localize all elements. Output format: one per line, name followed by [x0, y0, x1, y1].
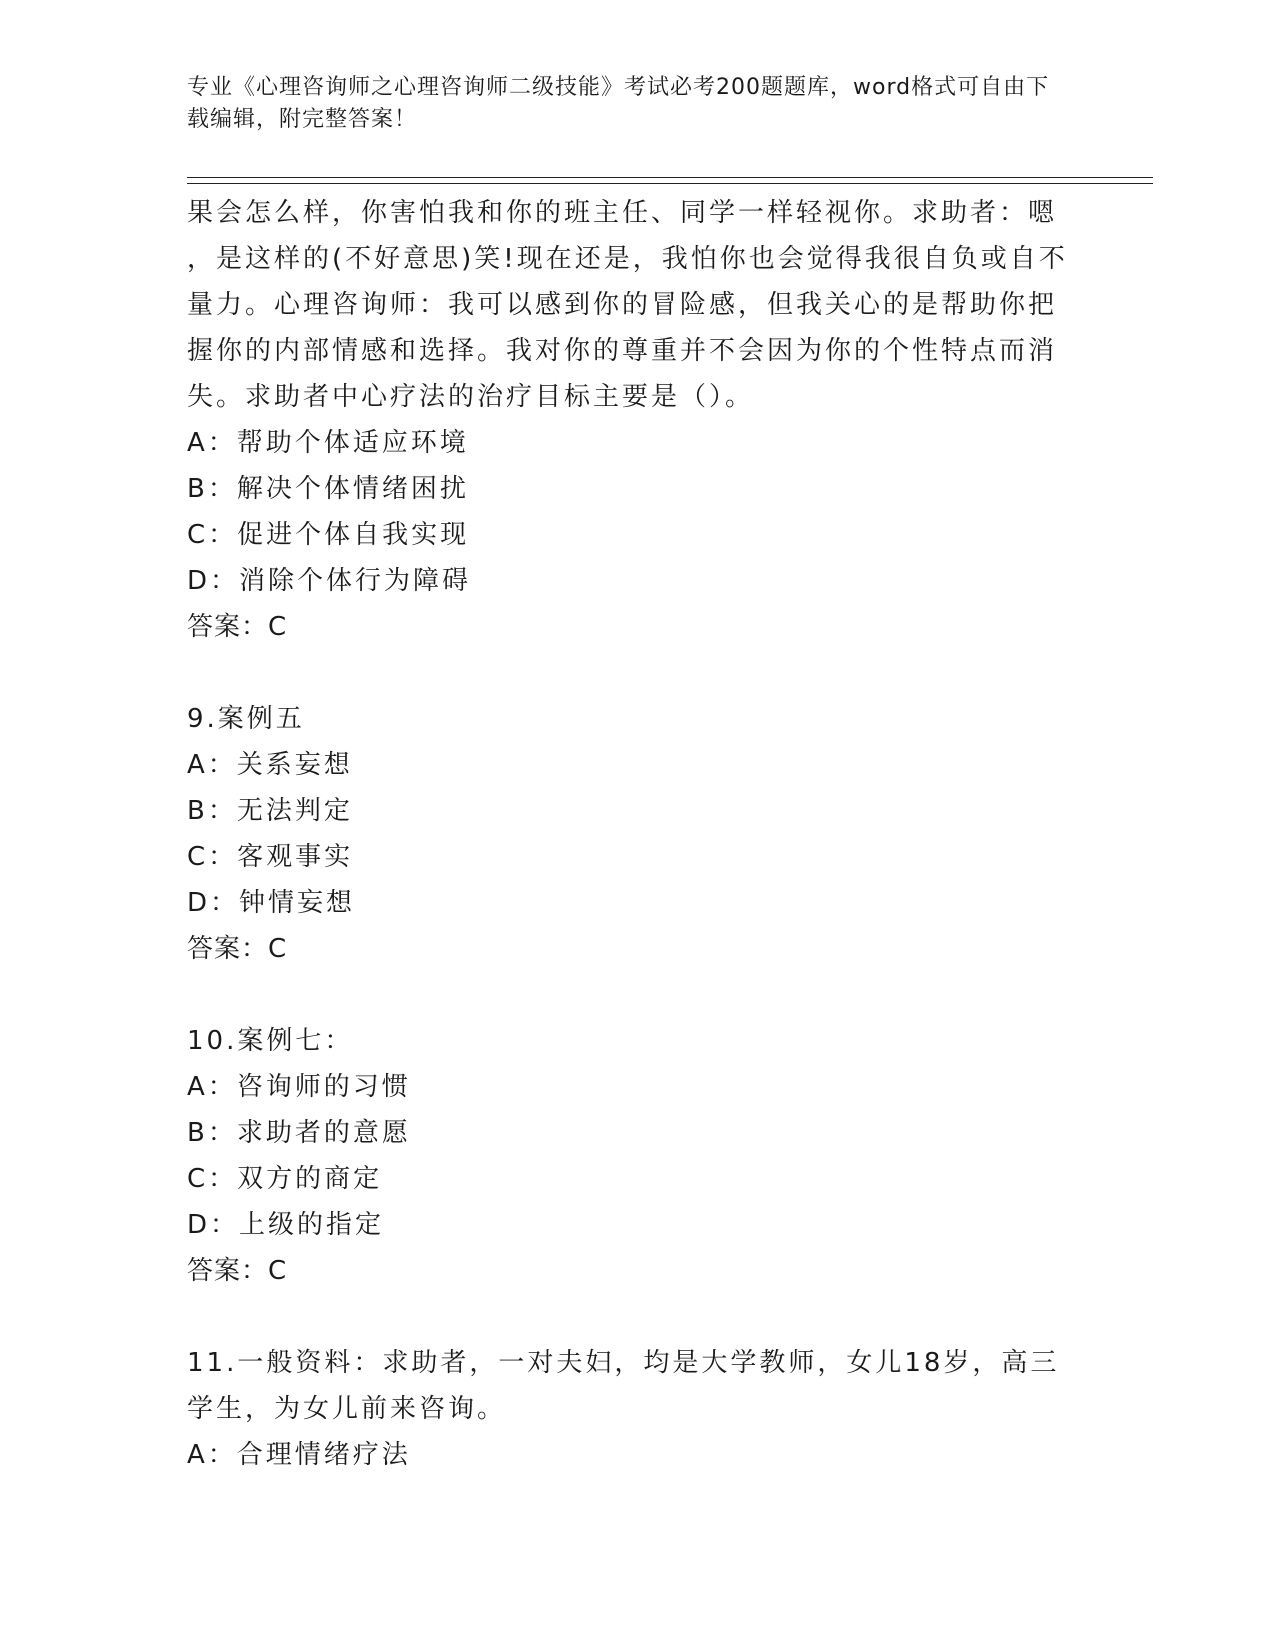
question-stem-line: 10.案例七： — [187, 1026, 354, 1056]
question-stem-line: 量力。心理咨询师：我可以感到你的冒险感，但我关心的是帮助你把 — [187, 290, 1058, 320]
option-a: A：咨询师的习惯 — [187, 1072, 411, 1102]
document-header — [187, 72, 1067, 136]
option-c: C：客观事实 — [187, 842, 354, 872]
question-stem-line: 失。求助者中心疗法的治疗目标主要是（）。 — [187, 382, 755, 412]
option-b: B：解决个体情绪困扰 — [187, 474, 469, 504]
option-d: D：钟情妄想 — [187, 888, 356, 918]
question-list — [187, 190, 1087, 1478]
option-a: A：合理情绪疗法 — [187, 1440, 411, 1470]
option-d: D：上级的指定 — [187, 1210, 385, 1240]
question-11 — [187, 1340, 1087, 1478]
spacer — [187, 972, 1087, 1018]
question-stem-line: ，是这样的(不好意思)笑!现在还是，我怕你也会觉得我很自负或自不 — [187, 244, 1068, 274]
option-c: C：双方的商定 — [187, 1164, 383, 1194]
option-c: C：促进个体自我实现 — [187, 520, 470, 550]
question-9 — [187, 696, 1087, 972]
question-stem-line: 果会怎么样，你害怕我和你的班主任、同学一样轻视你。求助者：嗯 — [187, 198, 1058, 228]
option-a: A：关系妄想 — [187, 750, 353, 780]
header-rule-bottom — [187, 183, 1153, 184]
question-stem-line: 9.案例五 — [187, 704, 305, 734]
header-title: 专业《心理咨询师之心理咨询师二级技能》考试必考200题题库，word格式可自由下载编辑，附完整答案！ — [187, 75, 1050, 132]
option-a: A：帮助个体适应环境 — [187, 428, 469, 458]
answer-line: 答案：C — [187, 934, 288, 964]
question-stem-line: 学生，为女儿前来咨询。 — [187, 1394, 507, 1424]
answer-line: 答案：C — [187, 1256, 288, 1286]
question-stem-line: 11.一般资料：求助者，一对夫妇，均是大学教师，女儿18岁，高三 — [187, 1348, 1060, 1378]
option-b: B：求助者的意愿 — [187, 1118, 411, 1148]
question-10 — [187, 1018, 1087, 1294]
spacer — [187, 1294, 1087, 1340]
option-d: D：消除个体行为障碍 — [187, 566, 472, 596]
question-8 — [187, 190, 1087, 650]
option-b: B：无法判定 — [187, 796, 353, 826]
header-rule-top — [187, 177, 1153, 178]
answer-line: 答案：C — [187, 612, 288, 642]
spacer — [187, 650, 1087, 696]
question-stem-line: 握你的内部情感和选择。我对你的尊重并不会因为你的个性特点而消 — [187, 336, 1058, 366]
